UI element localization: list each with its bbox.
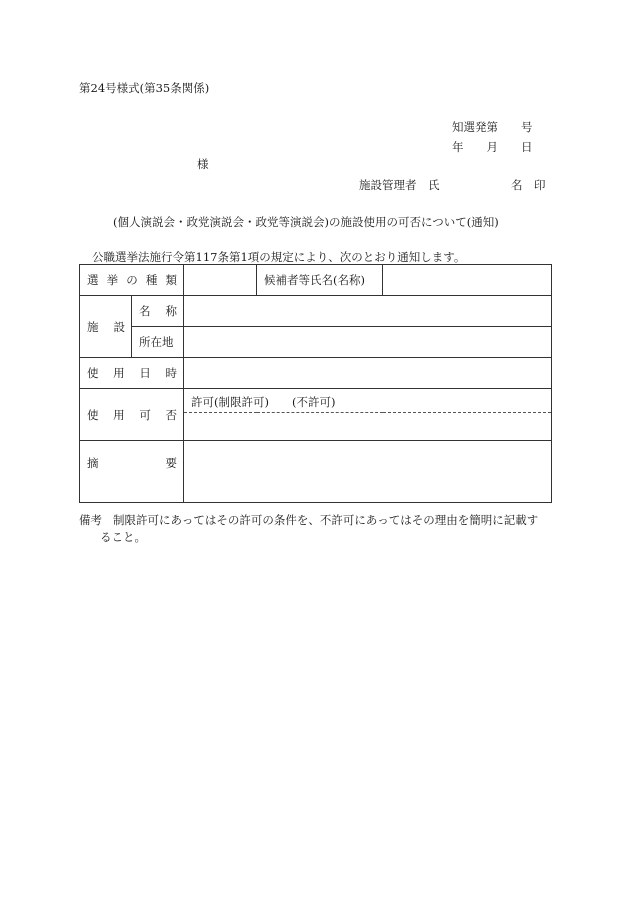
manager-label: 施設管理者 氏	[359, 178, 440, 192]
note-line-1: 制限許可にあってはその許可の条件を、不許可にあってはその理由を簡明に記載す	[113, 513, 539, 527]
name-seal: 名 印	[511, 178, 546, 192]
election-type-label: 選 挙 の 種 類	[80, 265, 184, 296]
note-label: 備考	[79, 513, 102, 527]
election-type-value[interactable]	[184, 265, 257, 296]
candidate-name-label: 候補者等氏名(名称)	[257, 265, 383, 296]
recipient-suffix: 様	[197, 157, 209, 171]
summary-label: 摘 要	[80, 441, 184, 503]
facility-label: 施 設	[80, 296, 132, 358]
usage-datetime-value[interactable]	[184, 358, 552, 389]
document-title: (個人演説会・政党演説会・政党等演説会)の施設使用の可否について(通知)	[113, 215, 499, 229]
facility-location-value[interactable]	[184, 327, 552, 358]
facility-name-row	[80, 296, 552, 327]
summary-row	[80, 441, 552, 503]
permission-options[interactable]: 許可(制限許可) (不許可)	[184, 389, 552, 413]
note-line-2: ること。	[100, 530, 146, 544]
intro-text: 公職選挙法施行令第117条第1項の規定により、次のとおり通知します。	[92, 250, 466, 264]
permission-conditions-value[interactable]	[184, 413, 552, 441]
candidate-name-value[interactable]	[383, 265, 552, 296]
notice-table	[79, 264, 552, 503]
facility-name-label: 名 称	[132, 296, 184, 327]
usage-datetime-row	[80, 358, 552, 389]
election-type-row	[80, 265, 552, 296]
facility-location-label: 所在地	[132, 327, 184, 358]
usage-datetime-label: 使 用 日 時	[80, 358, 184, 389]
permission-row	[80, 389, 552, 413]
usage-permission-label: 使 用 可 否	[80, 389, 184, 441]
notice-number: 知選発第 号	[452, 120, 533, 134]
facility-name-value[interactable]	[184, 296, 552, 327]
summary-value[interactable]	[184, 441, 552, 503]
form-number: 第24号様式(第35条関係)	[79, 81, 210, 95]
date-line: 年 月 日	[452, 140, 533, 154]
facility-location-row	[80, 327, 552, 358]
